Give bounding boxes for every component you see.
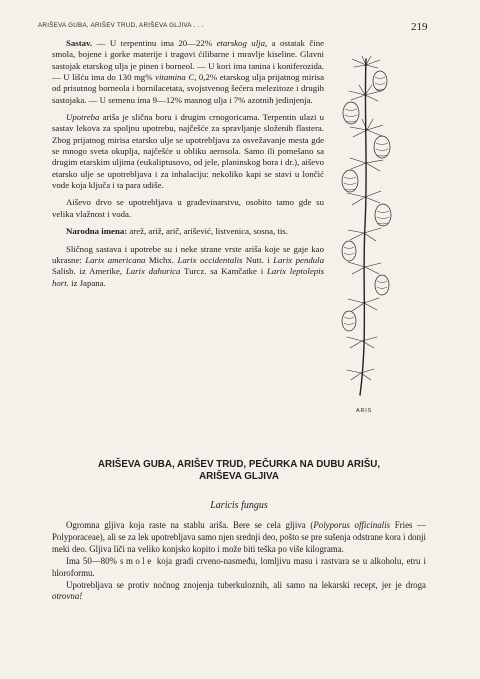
section-text-column <box>52 520 426 603</box>
usage-paragraph <box>52 112 324 191</box>
text-run: ariša je slična boru i drugim crnogoricama. Terpentin ulazi u sastav lekova za spoljnu upotrebu, najčešće za spravljanje složenih flastera. Zbog prijatnog mirisa etarsko ulje se upotrebljava za osvežavanje mesta gde se mnogo sveta okuplja, najčešće u obliku aerosola. Samo ili pomešano sa drugim etarskim uljima (eukaliptusovo, od jele, planinskog bora i dr.), aiševo etarsko ulje se upotrebljava i za inhalaciju: nekoliko kapi se stavi u lončić vode koja ključa i ta para udiše. <box>52 112 324 191</box>
text-run: Upotrebljava se protiv noćnog znojenja tuberkuloznih, ali samo na lekarski recept, jer je droga <box>66 579 426 590</box>
text-run: Ima 50—80% <box>66 555 121 566</box>
text-run: Salisb. iz Amerike, <box>52 266 126 277</box>
text-run-italic: etarskog ulja <box>216 38 265 48</box>
composition-label: Sastav. <box>66 38 93 48</box>
section-title <box>52 459 426 483</box>
folk-names-label: Narodna imena: <box>66 226 128 237</box>
wood-paragraph: Aiševo drvo se upotrebljava u građevinarstvu, osobito tamo gde su velika vlažnost i voda. <box>52 197 324 219</box>
related-species-paragraph <box>52 244 324 289</box>
text-run: , a ostatak čine smola, bojene i gorke materije i tragovi ćilibarne i mravlje kiseline. Glavni sastojak etarskog ulja je pinen i borneol. — U kori ima tanina i koniferozida. — U lišću ima do 130 mg% <box>52 38 325 83</box>
usage-label: Upotreba <box>66 112 100 123</box>
running-title: ARIŠEVA GUBA, ARIŠEV TRUD, ARIŠEVA GLJIVA . . . <box>38 22 204 29</box>
text-run: arež, ariž, arič, arišević, listvenica, sosna, tis. <box>127 226 288 237</box>
resin-paragraph <box>52 556 426 580</box>
text-run-italic: otrovna! <box>52 591 83 602</box>
text-run: Michx. <box>145 254 178 265</box>
text-run: Sličnog sastava i upotrebe su i neke strane vrste ariša koje se gaje kao ukrasne: <box>52 243 324 265</box>
text-run-italic: Larix occidentalis <box>177 254 243 265</box>
section-title-line-1: ARIŠEVA GUBA, ARIŠEV TRUD, PEČURKA NA DUBU ARIŠU, <box>97 459 381 470</box>
text-run: Ogromna gljiva koja raste na stablu ariša. Bere se cela gljiva ( <box>66 520 314 530</box>
text-run: , 0,2% etarskog ulja prijatnog mirisa od prisutnog borneola i bornilacetata, svojstvenog šećera melezitoze i drugih sastojaka. — U semenu ima 9—12% masnog ulja i 7% azotnih jedinjenja. <box>52 72 324 105</box>
text-run-italic: Larix dahurica <box>125 266 181 277</box>
text-run-italic: Larix americana <box>85 254 146 265</box>
text-run-italic: Polyporus officinalis <box>313 520 391 530</box>
folk-names-paragraph <box>52 226 324 237</box>
text-run: koja gradi crveno-nasmeđu, lomljivu masu i rastvara se u alkoholu, etru i hloroformu. <box>52 555 426 578</box>
text-run: Fries — Polyporaceae), ali se za lek upotrebljava samo njen srednji deo, pošto se pre sušenja odstrane kora i donji meki deo. Gljiva liči na veliko konjsko kopito i može biti teška po više kilograma. <box>52 520 427 554</box>
text-run-spaced: smole <box>120 555 154 566</box>
entry-text-column <box>52 38 324 289</box>
larch-branch-illustration <box>330 55 402 405</box>
text-run-italic: Larix pendula <box>273 254 324 265</box>
text-run-italic: vitamina C <box>155 72 195 83</box>
text-run: Turcz. sa Kamčatke i <box>180 266 267 277</box>
text-run: iz Japana. <box>68 277 106 288</box>
text-run: Nutt. i <box>242 254 274 265</box>
section-latin-name: Laricis fungus <box>210 500 268 511</box>
illustration-caption: ARIS <box>356 408 373 414</box>
composition-paragraph <box>52 38 324 106</box>
page-number: 219 <box>411 21 428 33</box>
text-run: — U terpentinu ima 20—22% <box>92 38 217 48</box>
warning-paragraph <box>52 580 426 604</box>
fungus-description-paragraph <box>52 520 426 556</box>
text-run-italic: Larix leptolepis hort. <box>52 266 324 288</box>
section-title-line-2: ARIŠEVA GLJIVA <box>199 471 279 482</box>
